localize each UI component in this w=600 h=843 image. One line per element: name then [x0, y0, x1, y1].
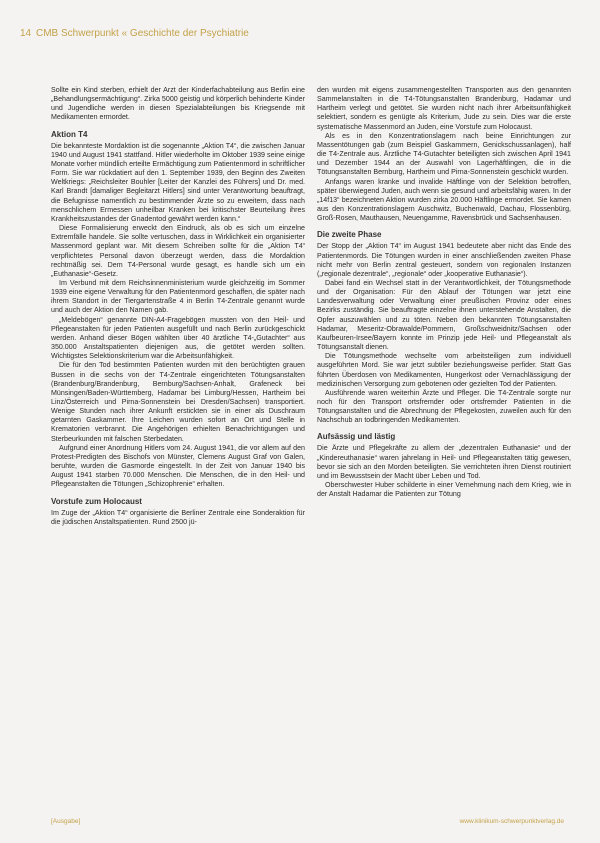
paragraph: Oberschwester Huber schilderte in einer Vernehmung nach dem Krieg, wie in der Anstalt Hadamar die Patienten zur Tötung — [317, 481, 571, 499]
section-heading: Die zweite Phase — [317, 230, 382, 240]
paragraph: Die Ärzte und Pflegekräfte zu allem der „dezentralen Euthanasie“ und der „Kindereuthanasie“ waren jahrelang in Heil- und Pflegeanstalten tätig gewesen, bevor sie sich an den Morden beteiligten. Sie verrichteten ihren Dienst routiniert und im Bewusstsein der Macht über Leben und Tod. — [317, 444, 571, 480]
section-heading: Aktion T4 — [51, 129, 88, 139]
section-heading: Vorstufe zum Holocaust — [51, 496, 142, 506]
paragraph: den wurden mit eigens zusammengestellten Transporten aus den genannten Sammelanstalten in die T4-Tötungsanstalten Brandenburg, Hadamar und Hartheim verlegt und getötet. Sie wurden nicht nach ihrer Arbeitsunfähigkeit selektiert, sondern es genügte als Kriterium, Jude zu sein. Dies war die erste systematische Massenmord an Juden, eine Vorstufe zum Holocaust. — [317, 86, 571, 131]
left-column — [51, 86, 305, 527]
paragraph: Dabei fand ein Wechsel statt in der Verantwortlichkeit, der Tötungsmethode und der Organisation: Für den Ablauf der Tötungen war jetzt eine Landesverwaltung oder Verwaltung einer preußischen Provinz oder eines Bezirks zuständig. Sie beauftragte einzelne ihnen unterstehende Anstalten, die Opfer auszuwählen und zu töten. Neben den bekannten Tötungsanstalten Hadamar, Meseritz-Obrawalde/Pommern, Großschweidnitz/Sachsen oder Kaufbeuren-Irsee/Bayern konnte im Prinzip jede Heil- und Pflegeanstalt als Tötungsanstalt dienen. — [317, 278, 571, 352]
paragraph: Ausführende waren weiterhin Ärzte und Pfleger. Die T4-Zentrale sorgte nur noch für den Transport ortsfremder oder ortsfremder Patienten in die Tötungsanstalten und die Abrechnung der Pflegekosten, zuweilen auch für den Nachschub an todbringenden Medikamenten. — [317, 388, 571, 425]
paragraph: Anfangs waren kranke und invalide Häftlinge von der Selektion betroffen, später überwiegend Juden, auch wenn sie gesund und arbeitsfähig waren. In der „14f13“ bezeichneten Aktion wurden zirka 20.000 Häftlinge ermordet. Sie kamen aus den Konzentrationslagern Auschwitz, Buchenwald, Dachau, Flossenbürg, Groß-Rosen, Mauthausen, Neuengamme, Ravensbrück und Sachsenhausen. — [317, 177, 571, 223]
page-header — [20, 26, 249, 40]
running-title: CMB Schwerpunkt « Geschichte der Psychiatrie — [36, 27, 249, 39]
section-heading: Aufsässig und lästig — [317, 432, 396, 442]
page-footer — [51, 818, 564, 828]
page-number: 14 — [20, 27, 32, 39]
paragraph: Die Tötungsmethode wechselte vom arbeitsteiligen zum individuell ausgeführten Mord. Sie war jetzt subtiler beziehungsweise perfider. Statt Gas führten Überdosen von Medikamenten, Hungerkost oder Vernachlässigung der medizinischen Versorgung zum gebotenen oder gezielten Tod der Patienten. — [317, 352, 571, 388]
footer-left: [Ausgabe] — [51, 818, 81, 825]
paragraph: „Meldebögen“ genannte DIN-A4-Fragebögen mussten von den Heil- und Pflegeanstalten für jeden Patienten ausgefüllt und nach Berlin zurückgeschickt werden. Anhand dieser Bögen wählten über 40 ärztliche T4-„Gutachter“ aus 350.000 Anstaltspatienten diejenigen aus, die getötet werden sollten. Wichtigstes Selektionskriterium war die Arbeitsunfähigkeit. — [51, 315, 305, 361]
paragraph: Diese Formalisierung erweckt den Eindruck, als ob es sich um einzelne Extremfälle handele. Sie sollte vertuschen, dass in Wirklichkeit ein organisierter Massenmord geplant war. Mit diesem Schreiben sollte für die „Aktion T4“ verpflichtetes Personal davon überzeugt werden, dass die Mordaktion rechtmäßig sei. Dem T4-Personal wurde gesagt, es handle sich um ein „Euthanasie“-Gesetz. — [51, 224, 305, 278]
paragraph: Als es in den Konzentrationslagern nach beine Einrichtungen zur Massentötungen gab (zum Beispiel Gaskammern, Genickschussanlagen), half die T4-Zentrale aus. Ärztliche T4-Gutachter beteiligten sich zwischen April 1941 und Dezember 1944 an der Auswahl von Lagerhäftlingen, die in die Tötungsanstalten Bernburg, Hartheim und Pirna-Sonnenstein geschickt wurden. — [317, 131, 571, 177]
footer-url: www.klinikum-schwerpunktverlag.de — [459, 818, 564, 825]
paragraph: Die bekannteste Mordaktion ist die sogenannte „Aktion T4“, die zwischen Januar 1940 und August 1941 stattfand. Hitler wiederholte im Oktober 1939 seine einige Monate vorher mündlich erteilte Ermächtigung zum Patientenmord in schriftlicher Form. Sie war rückdatiert auf den 1. September 1939, den Beginn des Zweiten Weltkriegs: „Reichsleiter Bouhler [Leiter der Kanzlei des Führers] und Dr. med. Karl Brandt [damaliger Begleitarzt Hitlers] sind unter Verantwortung beauftragt, die Befugnisse namentlich zu bestimmender Ärzte so zu erweitern, dass nach menschlichem Ermessen unheilbar Kranken bei kritischster Beurteilung ihres Krankheitszustandes der Gnadentod gewährt werden kann.“ — [51, 141, 305, 223]
paragraph: Im Verbund mit dem Reichsinnenministerium wurde gleichzeitig im Sommer 1939 eine eigene Verwaltung für den Patientenmord geschaffen, die später nach ihrem Standort in der Tiergartenstraße 4 in Berlin T4-Zentrale genannt wurde und auch der Aktion den Namen gab. — [51, 278, 305, 315]
paragraph: Im Zuge der „Aktion T4“ organisierte die Berliner Zentrale eine Sonderaktion für die jüdischen Anstaltspatienten. Rund 2500 jü- — [51, 508, 305, 526]
paragraph: Der Stopp der „Aktion T4“ im August 1941 bedeutete aber nicht das Ende des Patientenmords. Die Tötungen wurden in einer anschließenden zweiten Phase nicht mehr von Berlin zentral gesteuert, sondern von regionalen Instanzen („regionale dezentrale“, „regionale“ oder „kooperative Euthanasie“). — [317, 242, 571, 278]
paragraph: Sollte ein Kind sterben, erhielt der Arzt der Kinderfachabteilung aus Berlin eine „Behandlungsermächtigung“. Zirka 5000 geistig und körperlich behinderte Kinder und Jugendliche werden in diesen Spezialabteilungen bis Kriegsende mit Medikamenten ermordet. — [51, 86, 305, 122]
paragraph: Die für den Tod bestimmten Patienten wurden mit den berüchtigten grauen Bussen in die sechs von der T4-Zentrale eingerichteten Tötungsanstalten (Brandenburg/Brandenburg, Bernburg/Sachsen-Anhalt, Grafeneck bei Münsingen/Baden-Württemberg, Hadamar bei Limburg/Hessen, Hartheim bei Linz/Österreich und Pirna-Sonnenstein bei Dresden/Sachsen) transportiert. Wenige Stunden nach ihrer Ankunft erstickten sie in einer als Duschraum getarnten Gaskammer. Ihre Leichen wurden sofort an Ort und Stelle in Krematorien verbrannt. Die Angehörigen erhielten Benachrichtigungen und Sterbeurkunden mit falschen Sterbedaten. — [51, 361, 305, 443]
right-column — [317, 86, 571, 499]
paragraph: Aufgrund einer Anordnung Hitlers vom 24. August 1941, die vor allem auf den Protest-Predigten des Bischofs von Münster, Clemens August Graf von Galen, beruhte, wurden die Gasmorde eingestellt. In der Zeit von Januar 1940 bis August 1941 starben 70.000 Menschen. Die Menschen, die in den Heil- und Pflegeanstalten die Tötungen „Schizophrenie“ erhalten. — [51, 443, 305, 489]
